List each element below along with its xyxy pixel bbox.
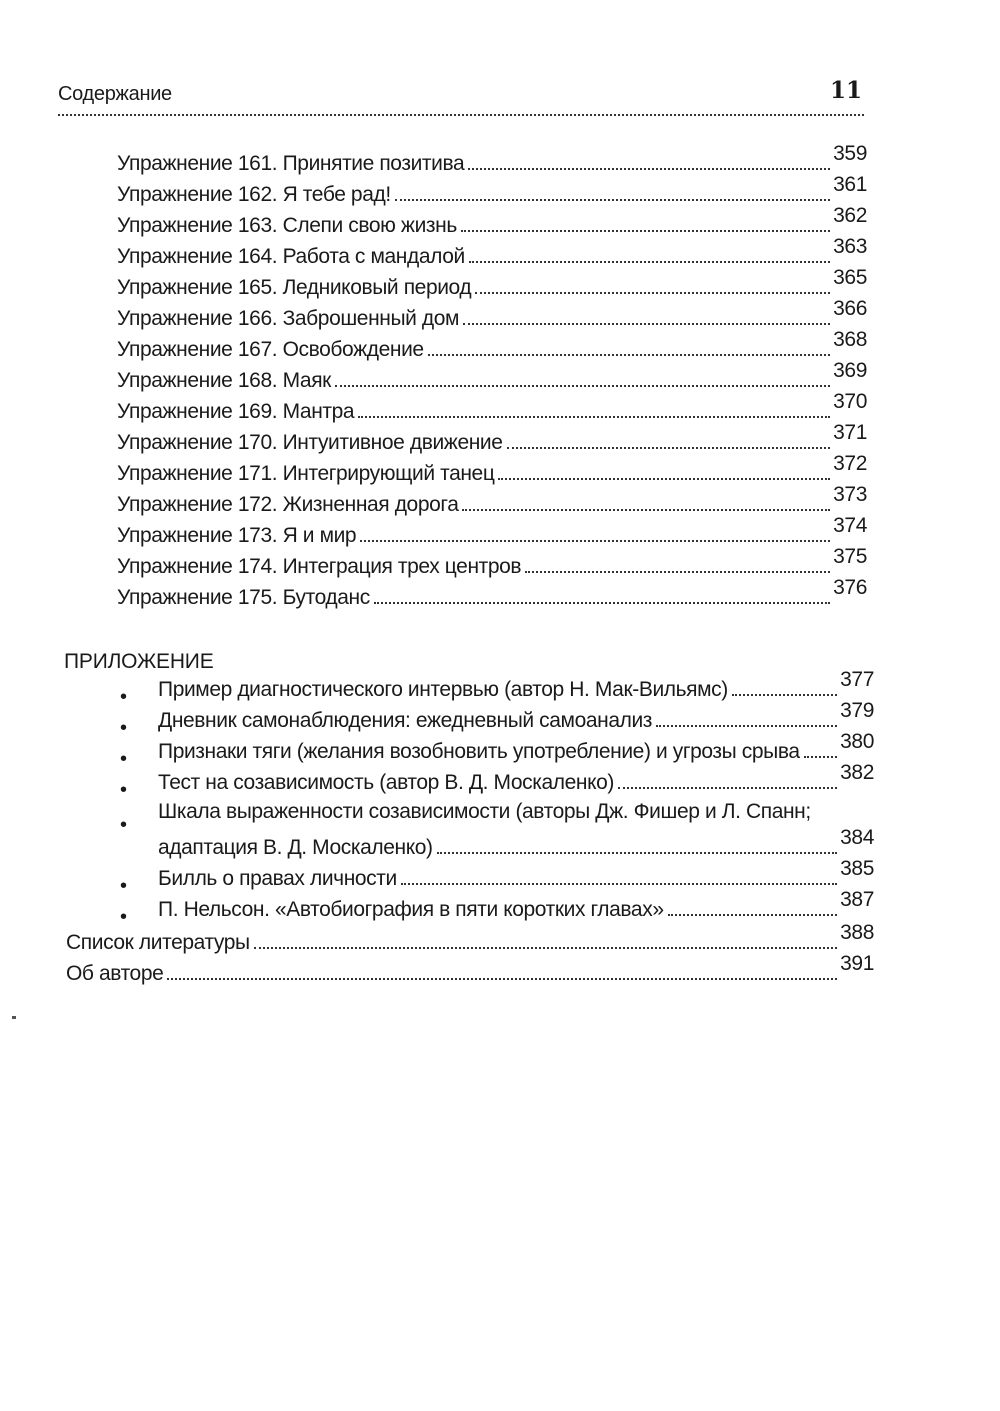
toc-entry-page: 380 <box>840 730 874 753</box>
toc-entry-page: 369 <box>833 359 867 382</box>
toc-entry[interactable] <box>117 266 867 300</box>
dot-leader <box>668 914 838 916</box>
bullet-marker: • <box>120 779 128 801</box>
toc-entry-title: Упражнение 162. Я тебе рад! <box>117 183 391 206</box>
toc-entry-title: Упражнение 164. Работа с мандалой <box>117 245 465 268</box>
toc-entry-title: Упражнение 163. Слепи свою жизнь <box>117 214 457 237</box>
dot-leader <box>469 261 830 263</box>
toc-entry-title: П. Нельсон. «Автобиография в пяти коротких главах» <box>158 898 664 921</box>
toc-entry-title: Пример диагностического интервью (автор Н. Мак-Вильямс) <box>158 678 728 701</box>
dot-leader <box>167 978 837 980</box>
toc-entry[interactable] <box>117 514 867 548</box>
dot-leader <box>401 883 837 885</box>
toc-entry-title: Об авторе <box>66 962 164 985</box>
toc-entry-page: 379 <box>840 699 874 722</box>
dot-leader <box>428 354 830 356</box>
dot-leader <box>804 756 838 758</box>
toc-entry-page: 368 <box>833 328 867 351</box>
toc-entry-title: Упражнение 174. Интеграция трех центров <box>117 555 522 578</box>
toc-entry-page: 359 <box>833 142 867 165</box>
dot-leader <box>358 416 830 418</box>
toc-entry-page: 370 <box>833 390 867 413</box>
toc-entry[interactable] <box>117 235 867 269</box>
bullet-marker: • <box>120 748 128 770</box>
toc-entry[interactable] <box>117 204 867 238</box>
dot-leader <box>656 725 837 727</box>
dot-leader <box>461 230 830 232</box>
toc-entry-title: Упражнение 171. Интегрирующий танец <box>117 462 495 485</box>
toc-entry-title: Тест на созависимость (автор В. Д. Москаленко) <box>158 771 614 794</box>
toc-entry[interactable] <box>117 297 867 331</box>
toc-entry-first-line: Шкала выраженности созависимости (авторы Дж. Фишер и Л. Спанн; <box>158 800 811 823</box>
toc-entry-page: 391 <box>840 952 874 975</box>
bullet-marker: • <box>120 906 128 928</box>
dot-leader <box>360 540 830 542</box>
toc-entry[interactable] <box>66 952 874 986</box>
toc-entry-title: Упражнение 172. Жизненная дорога <box>117 493 459 516</box>
toc-entry[interactable] <box>117 328 867 362</box>
dot-leader <box>507 447 831 449</box>
toc-entry-title: адаптация В. Д. Москаленко) <box>158 836 433 859</box>
toc-entry-title: Билль о правах личности <box>158 867 397 890</box>
header-page-number: 11 <box>829 77 862 104</box>
toc-entry[interactable] <box>117 359 867 393</box>
toc-entry-page: 372 <box>833 452 867 475</box>
toc-entry-page: 388 <box>840 921 874 944</box>
toc-entry[interactable] <box>158 857 874 891</box>
toc-entry[interactable] <box>158 761 874 795</box>
toc-entry-title: Дневник самонаблюдения: ежедневный самоанализ <box>158 709 653 732</box>
toc-entry-page: 376 <box>833 576 867 599</box>
toc-entry[interactable] <box>117 390 867 424</box>
toc-entry-title: Упражнение 169. Мантра <box>117 400 355 423</box>
toc-entry-page: 377 <box>840 668 874 691</box>
toc-entry-page: 385 <box>840 857 874 880</box>
toc-entry-page: 362 <box>833 204 867 227</box>
toc-entry-title: Упражнение 170. Интуитивное движение <box>117 431 503 454</box>
dot-leader <box>374 602 830 604</box>
toc-entry-page: 365 <box>833 266 867 289</box>
dot-leader <box>475 292 830 294</box>
toc-entry-title: Упражнение 168. Маяк <box>117 369 331 392</box>
toc-entry[interactable] <box>117 483 867 517</box>
toc-entry-page: 366 <box>833 297 867 320</box>
toc-entry-page: 374 <box>833 514 867 537</box>
bullet-marker: • <box>120 686 128 708</box>
dot-leader <box>468 168 830 170</box>
dot-leader <box>525 571 830 573</box>
toc-entry-page: 387 <box>840 888 874 911</box>
toc-entry-page: 373 <box>833 483 867 506</box>
toc-entry-page: 375 <box>833 545 867 568</box>
toc-entry[interactable] <box>158 730 874 764</box>
toc-entry[interactable] <box>117 452 867 486</box>
toc-entry-title: Упражнение 167. Освобождение <box>117 338 424 361</box>
dot-leader <box>254 947 837 949</box>
toc-entry[interactable] <box>117 142 867 176</box>
toc-entry-title: Упражнение 173. Я и мир <box>117 524 357 547</box>
dot-leader <box>732 694 837 696</box>
dot-leader <box>437 852 838 854</box>
toc-entry-title: Упражнение 175. Бутоданс <box>117 586 370 609</box>
print-speck <box>12 1016 16 1019</box>
toc-entry[interactable] <box>117 545 867 579</box>
running-header <box>58 70 864 116</box>
dot-leader <box>618 787 837 789</box>
dot-leader <box>395 199 830 201</box>
appendix-heading: ПРИЛОЖЕНИЕ <box>64 650 214 673</box>
toc-entry-page: 371 <box>833 421 867 444</box>
dot-leader <box>335 385 830 387</box>
toc-entry[interactable] <box>66 921 874 955</box>
dot-leader <box>498 478 830 480</box>
toc-entry[interactable] <box>158 668 874 702</box>
dot-leader <box>462 509 830 511</box>
toc-entry[interactable] <box>158 699 874 733</box>
toc-entry-page: 361 <box>833 173 867 196</box>
toc-entry-page: 384 <box>840 826 874 849</box>
dot-leader <box>463 323 830 325</box>
toc-entry-title: Упражнение 166. Заброшенный дом <box>117 307 460 330</box>
toc-entry[interactable] <box>158 888 874 922</box>
toc-entry-title: Упражнение 161. Принятие позитива <box>117 152 465 175</box>
bullet-marker: • <box>120 814 128 836</box>
toc-entry-title: Список литературы <box>66 931 250 954</box>
bullet-marker: • <box>120 717 128 739</box>
bullet-marker: • <box>120 875 128 897</box>
toc-entry[interactable] <box>117 421 867 455</box>
toc-entry-page: 363 <box>833 235 867 258</box>
toc-entry[interactable] <box>158 826 874 860</box>
toc-entry-page: 382 <box>840 761 874 784</box>
toc-entry-title: Признаки тяги (желания возобновить употребление) и угрозы срыва <box>158 740 800 763</box>
toc-entry[interactable] <box>117 173 867 207</box>
header-section-title: Содержание <box>58 83 172 105</box>
toc-entry[interactable] <box>117 576 867 610</box>
toc-entry-title: Упражнение 165. Ледниковый период <box>117 276 472 299</box>
